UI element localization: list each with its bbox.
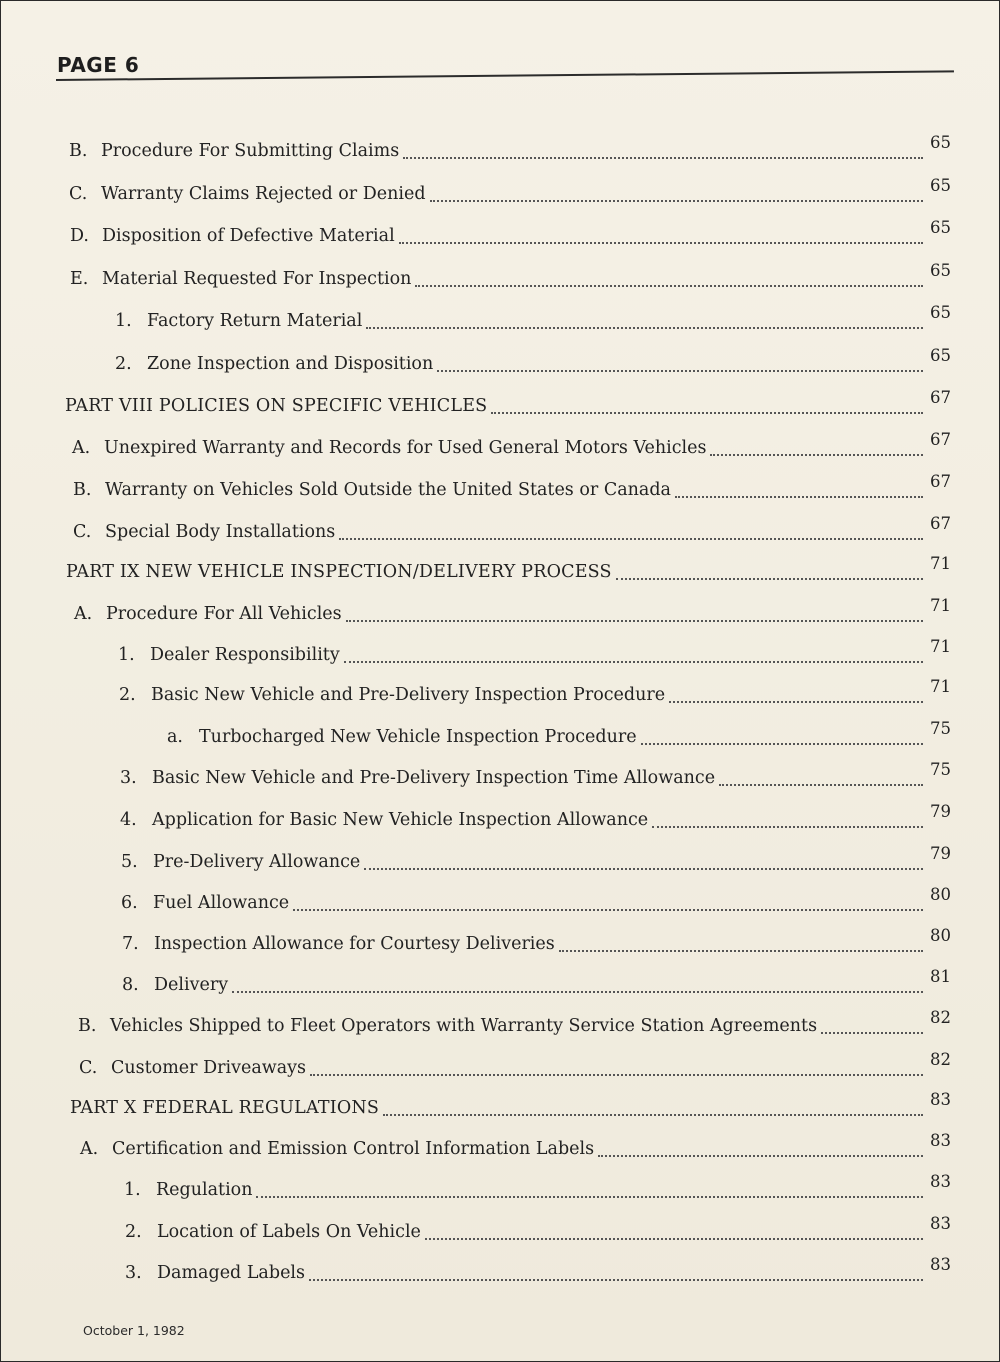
toc-page-number: 82 <box>930 1008 951 1027</box>
toc-entry <box>120 760 951 791</box>
dot-leader <box>616 572 923 580</box>
toc-entry-title: Delivery <box>154 975 229 995</box>
toc-page-number: 71 <box>930 554 951 573</box>
toc-entry <box>73 514 951 545</box>
toc-page-number: 65 <box>930 261 951 280</box>
toc-entry-title: Warranty Claims Rejected or Denied <box>101 184 426 204</box>
dot-leader <box>344 655 923 663</box>
dot-leader <box>675 490 923 498</box>
toc-entry-marker: 3. <box>125 1263 142 1283</box>
toc-entry-marker: C. <box>69 184 88 204</box>
toc-entry-title: PART IX NEW VEHICLE INSPECTION/DELIVERY PROCESS <box>66 562 612 582</box>
toc-entry <box>72 430 951 461</box>
toc-entry-marker: B. <box>73 480 92 500</box>
dot-leader <box>364 862 923 870</box>
toc-entry-marker: 3. <box>120 768 137 788</box>
toc-entry <box>70 261 951 292</box>
dot-leader <box>339 532 923 540</box>
toc-entry-title: Turbocharged New Vehicle Inspection Procedure <box>199 727 637 747</box>
toc-entry <box>69 133 951 164</box>
toc-entry-marker: B. <box>69 141 88 161</box>
toc-entry-title: Factory Return Material <box>147 311 363 331</box>
toc-entry-marker: 2. <box>119 685 136 705</box>
toc-page-number: 82 <box>930 1050 951 1069</box>
toc-page-number: 67 <box>930 472 951 491</box>
dot-leader <box>256 1190 923 1198</box>
page-title: PAGE 6 <box>57 53 140 77</box>
toc-page-number: 75 <box>930 719 951 738</box>
toc-page-number: 65 <box>930 346 951 365</box>
toc-entry <box>122 926 951 957</box>
toc-entry-title: Disposition of Defective Material <box>102 226 395 246</box>
toc-entry-marker: C. <box>73 522 92 542</box>
toc-entry-title: Basic New Vehicle and Pre-Delivery Inspection Procedure <box>151 685 666 705</box>
dot-leader <box>366 321 923 329</box>
toc-entry <box>121 844 951 875</box>
toc-entry-marker: 4. <box>120 810 137 830</box>
toc-entry <box>115 303 951 334</box>
dot-leader <box>719 778 923 786</box>
toc-entry-title: Customer Driveaways <box>111 1058 307 1078</box>
toc-page-number: 79 <box>930 844 951 863</box>
toc-entry-title: PART VIII POLICIES ON SPECIFIC VEHICLES <box>65 396 488 416</box>
toc-entry <box>125 1255 951 1286</box>
toc-page-number: 75 <box>930 760 951 779</box>
toc-entry-title: Application for Basic New Vehicle Inspection Allowance <box>152 810 649 830</box>
toc-page-number: 79 <box>930 802 951 821</box>
toc-page-number: 83 <box>930 1255 951 1274</box>
toc-entry <box>119 677 951 708</box>
toc-page-number: 80 <box>930 885 951 904</box>
toc-entry <box>69 176 951 207</box>
toc-page-number: 80 <box>930 926 951 945</box>
toc-entry-title: Location of Labels On Vehicle <box>157 1222 421 1242</box>
dot-leader <box>652 820 923 828</box>
dot-leader <box>399 236 923 244</box>
dot-leader <box>559 944 923 952</box>
toc-entry-title: Unexpired Warranty and Records for Used General Motors Vehicles <box>104 438 707 458</box>
toc-page-number: 81 <box>930 967 951 986</box>
toc-entry-marker: 6. <box>121 893 138 913</box>
toc-entry-marker: 2. <box>115 354 132 374</box>
dot-leader <box>669 695 923 703</box>
toc-entry <box>167 719 951 750</box>
dot-leader <box>710 448 923 456</box>
toc-entry-marker: a. <box>167 727 183 747</box>
toc-part-heading <box>65 388 951 419</box>
toc-page-number: 71 <box>930 637 951 656</box>
dot-leader <box>598 1149 923 1157</box>
toc-entry-title: PART X FEDERAL REGULATIONS <box>70 1098 380 1118</box>
toc-page-number: 71 <box>930 596 951 615</box>
dot-leader <box>232 985 923 993</box>
toc-entry-marker: C. <box>79 1058 98 1078</box>
toc-entry-marker: E. <box>70 269 89 289</box>
toc-entry-marker: 2. <box>125 1222 142 1242</box>
dot-leader <box>293 903 923 911</box>
toc-entry-title: Inspection Allowance for Courtesy Deliveries <box>154 934 555 954</box>
toc-entry-marker: 5. <box>121 852 138 872</box>
toc-entry <box>80 1131 951 1162</box>
toc-entry <box>124 1172 951 1203</box>
dot-leader <box>310 1068 923 1076</box>
toc-entry-marker: 8. <box>122 975 139 995</box>
toc-entry <box>122 967 951 998</box>
toc-entry <box>125 1214 951 1245</box>
toc-entry-marker: A. <box>72 438 91 458</box>
dot-leader <box>491 406 923 414</box>
toc-entry-title: Material Requested For Inspection <box>102 269 412 289</box>
dot-leader <box>437 364 923 372</box>
dot-leader <box>430 194 923 202</box>
toc-entry-marker: D. <box>70 226 89 246</box>
toc-entry-marker: 7. <box>122 934 139 954</box>
toc-entry-marker: 1. <box>118 645 135 665</box>
toc-page-number: 83 <box>930 1214 951 1233</box>
toc-entry-title: Procedure For Submitting Claims <box>101 141 400 161</box>
toc-entry <box>78 1008 951 1039</box>
toc-page-number: 65 <box>930 303 951 322</box>
toc-entry-marker: 1. <box>115 311 132 331</box>
toc-entry <box>73 472 951 503</box>
dot-leader <box>309 1273 923 1281</box>
toc-page-number: 83 <box>930 1172 951 1191</box>
dot-leader <box>415 279 923 287</box>
toc-entry-title: Special Body Installations <box>105 522 336 542</box>
dot-leader <box>821 1026 923 1034</box>
toc-entry-title: Basic New Vehicle and Pre-Delivery Inspection Time Allowance <box>152 768 716 788</box>
toc-entry-marker: A. <box>74 604 93 624</box>
toc-part-heading <box>70 1090 951 1121</box>
toc-entry-title: Damaged Labels <box>157 1263 306 1283</box>
toc-entry-title: Regulation <box>156 1180 253 1200</box>
toc-entry <box>118 637 951 668</box>
toc-page-number: 67 <box>930 514 951 533</box>
toc-entry-title: Zone Inspection and Disposition <box>147 354 434 374</box>
toc-page-number: 83 <box>930 1131 951 1150</box>
toc-page-number: 67 <box>930 430 951 449</box>
toc-entry-title: Fuel Allowance <box>153 893 290 913</box>
dot-leader <box>641 737 923 745</box>
dot-leader <box>383 1108 923 1116</box>
toc-entry <box>120 802 951 833</box>
toc-entry <box>121 885 951 916</box>
toc-entry-title: Dealer Responsibility <box>150 645 340 665</box>
toc-entry <box>79 1050 951 1081</box>
toc-page-number: 65 <box>930 133 951 152</box>
toc-entry-title: Vehicles Shipped to Fleet Operators with Warranty Service Station Agreements <box>110 1016 818 1036</box>
dot-leader <box>346 614 923 622</box>
toc-entry-title: Pre-Delivery Allowance <box>153 852 361 872</box>
toc-page-number: 71 <box>930 677 951 696</box>
header-rule <box>56 70 954 81</box>
toc-entry <box>70 218 951 249</box>
toc-entry-title: Procedure For All Vehicles <box>106 604 342 624</box>
toc-page-number: 65 <box>930 176 951 195</box>
toc-entry <box>115 346 951 377</box>
footer-date: October 1, 1982 <box>83 1323 185 1338</box>
dot-leader <box>403 151 923 159</box>
toc-entry-title: Certification and Emission Control Information Labels <box>112 1139 595 1159</box>
toc-page-number: 65 <box>930 218 951 237</box>
toc-entry-title: Warranty on Vehicles Sold Outside the United States or Canada <box>105 480 671 500</box>
toc-part-heading <box>66 554 951 585</box>
toc-entry <box>74 596 951 627</box>
toc-entry-marker: 1. <box>124 1180 141 1200</box>
toc-entry-marker: B. <box>78 1016 97 1036</box>
dot-leader <box>425 1232 923 1240</box>
toc-entry-marker: A. <box>80 1139 99 1159</box>
toc-page-number: 83 <box>930 1090 951 1109</box>
toc-page-number: 67 <box>930 388 951 407</box>
